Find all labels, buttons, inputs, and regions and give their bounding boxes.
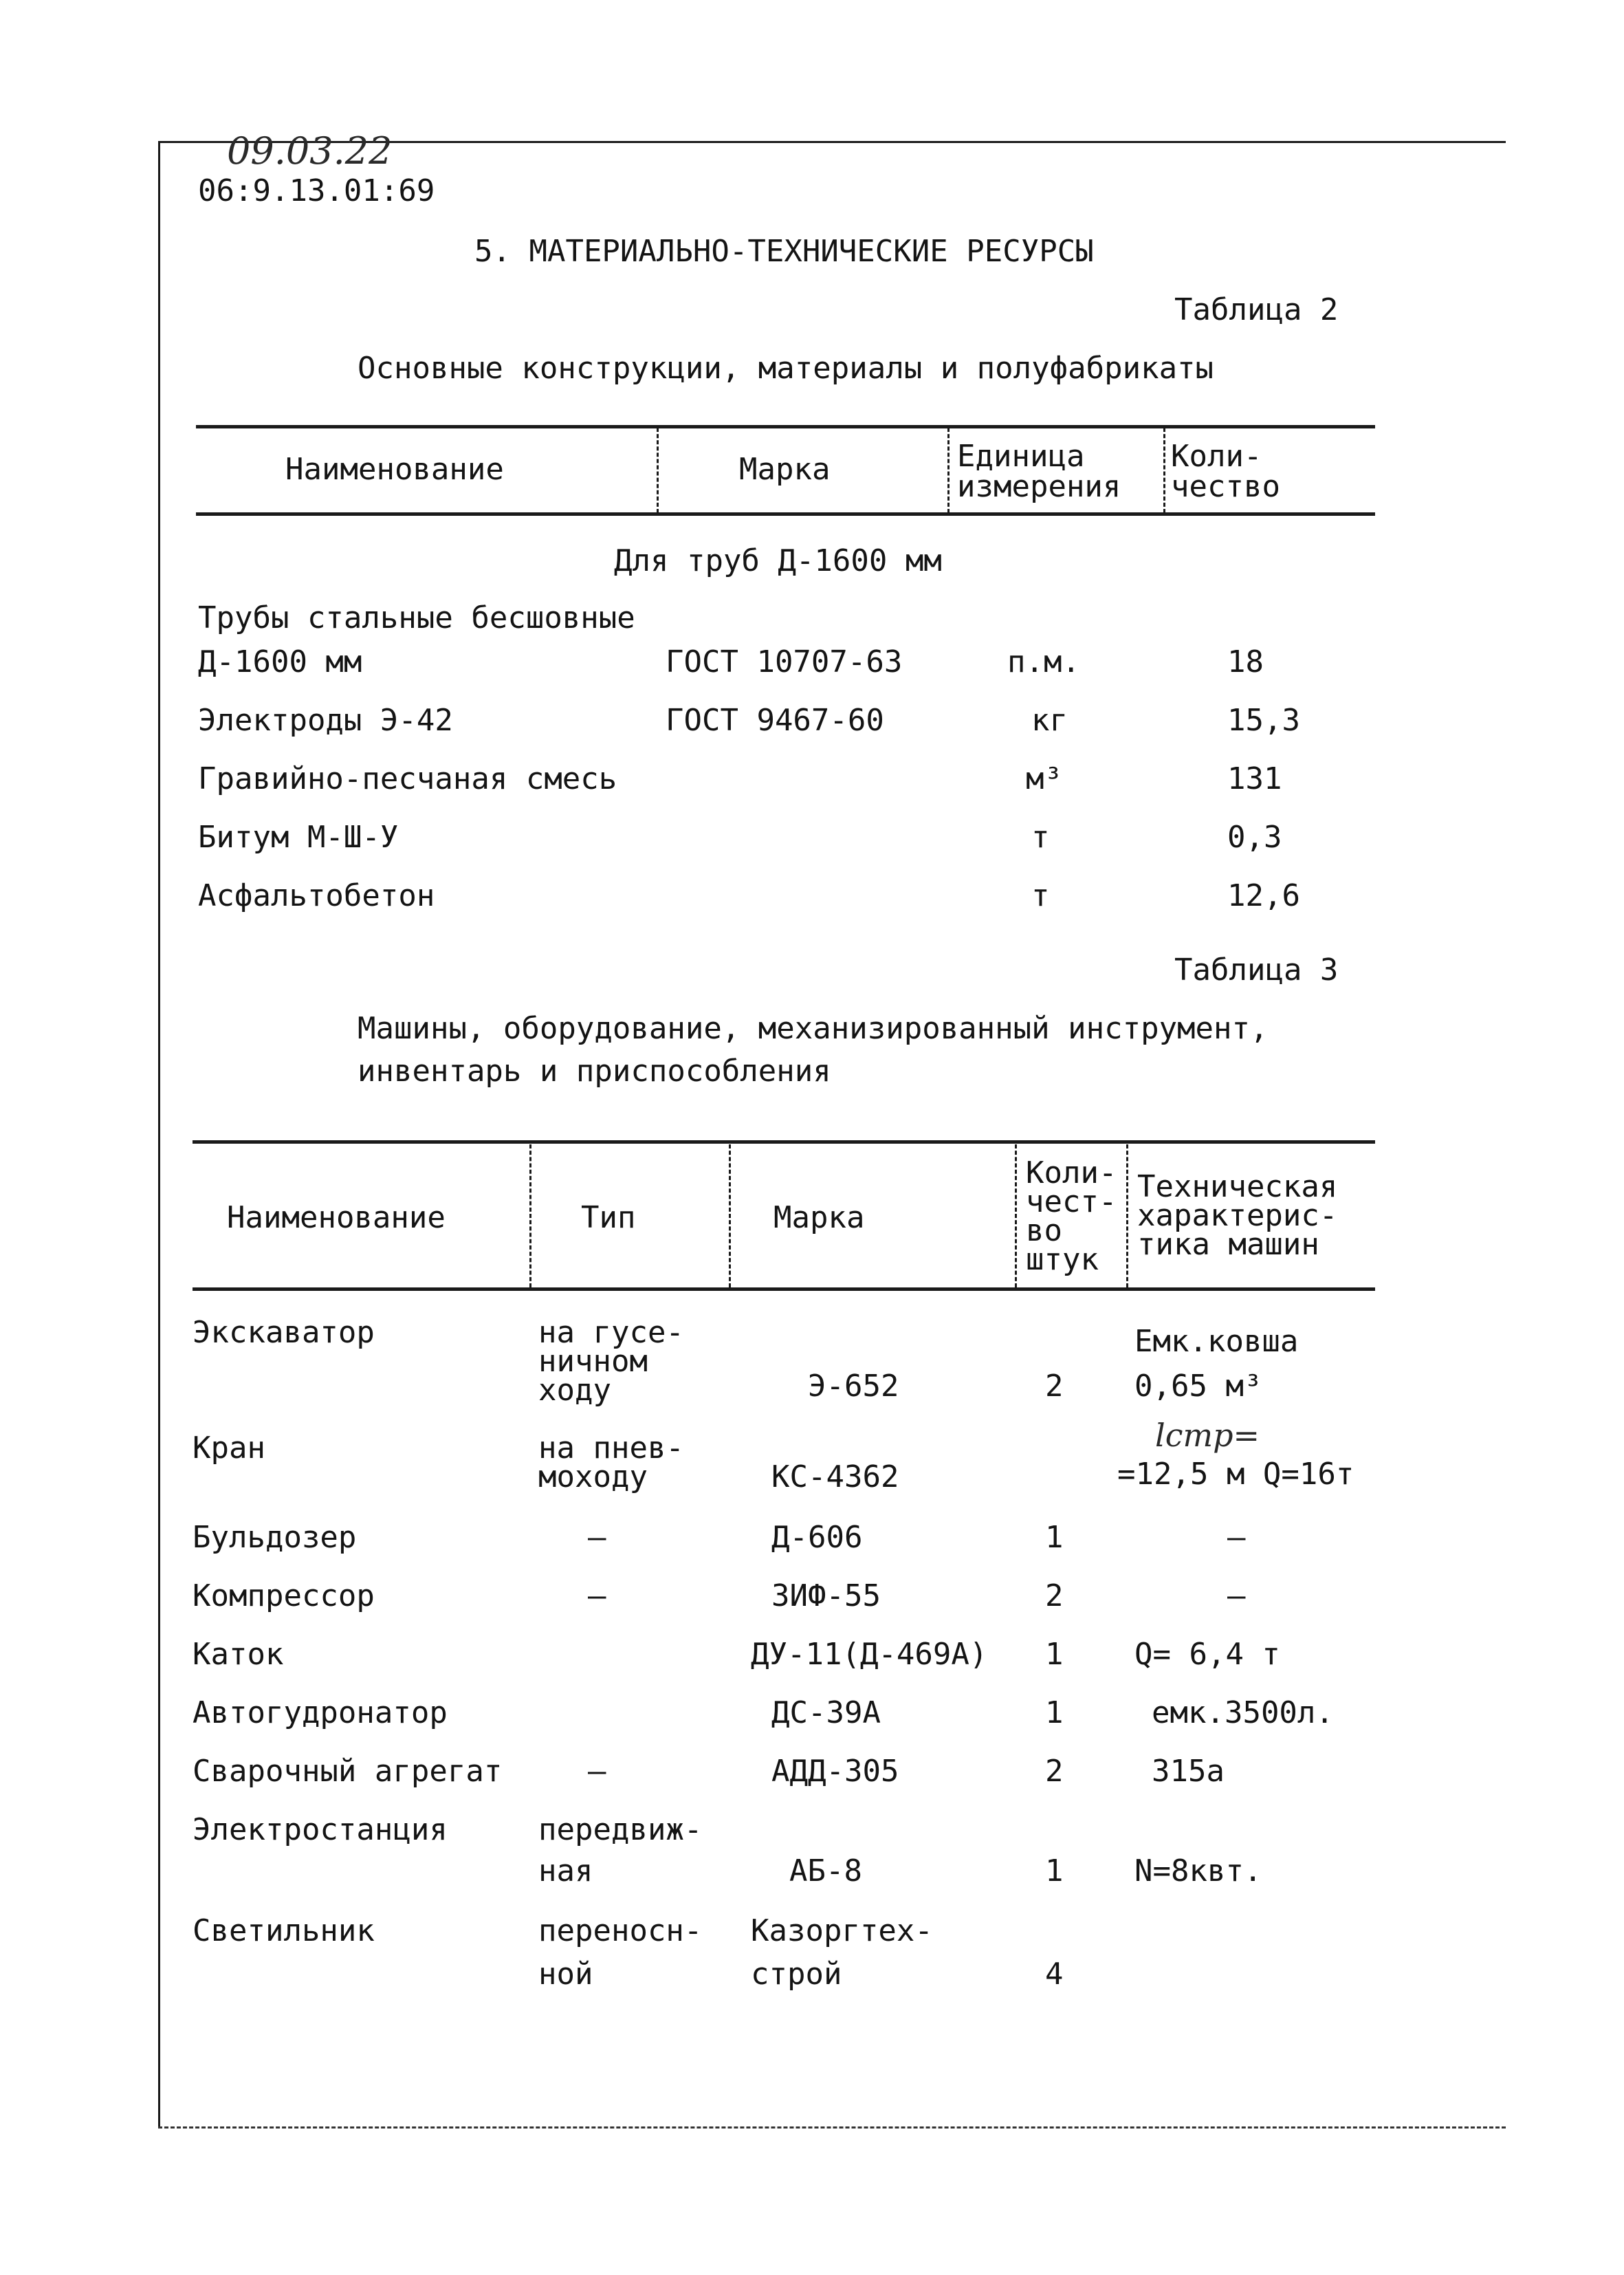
table3-row-mark: Казоргтех- [751, 1913, 933, 1948]
table3-row-type: ная [538, 1853, 593, 1888]
table2-row-qty: 18 [1227, 644, 1264, 679]
table3-row-type: ной [538, 1957, 593, 1992]
table2-row-name: Д-1600 мм [198, 644, 362, 679]
table3-row-mark: КС-4362 [771, 1459, 899, 1494]
section-title: 5. МАТЕРИАЛЬНО-ТЕХНИЧЕСКИЕ РЕСУРСЫ [474, 234, 1094, 269]
table3-row-type: переносн- [538, 1913, 703, 1948]
table3-row-mark: АДД-305 [771, 1754, 899, 1789]
table2-row-unit: т [1031, 878, 1050, 913]
table2-row-name: Асфальтобетон [198, 878, 435, 913]
document-code: 06:9.13.01:69 [198, 173, 435, 208]
table3-row-mark: ЗИФ-55 [771, 1578, 881, 1613]
table3-row-mark: Э-652 [808, 1369, 899, 1404]
table2-label: Таблица 2 [1174, 292, 1339, 327]
table2-title: Основные конструкции, материалы и полуфабрикаты [358, 351, 1214, 386]
table3-row-name: Сварочный агрегат [193, 1754, 503, 1789]
table2-row-qty: 131 [1227, 761, 1282, 796]
table2-col-divider [1163, 428, 1165, 513]
table3-row-qty: 1 [1045, 1853, 1064, 1888]
page-frame-bottom [158, 2126, 1506, 2130]
table2-top-rule [196, 425, 1375, 428]
table2-row-unit: м³ [1026, 761, 1062, 796]
table2-row-name: Битум М-Ш-У [198, 820, 399, 855]
table3-row-mark: Д-606 [771, 1520, 863, 1555]
table3-row-name: Компрессор [193, 1578, 375, 1613]
table3-header-name: Наименование [227, 1200, 446, 1235]
table3-row-qty: 2 [1045, 1754, 1064, 1789]
table2-col-divider [657, 428, 659, 513]
table3-row-tech: Емк.ковша [1134, 1324, 1299, 1359]
table3-row-type: ничном [538, 1344, 648, 1379]
table3-row-type: – [588, 1520, 606, 1555]
table3-col-divider [529, 1144, 531, 1287]
table3-row-qty: 1 [1045, 1695, 1064, 1730]
table3-row-name: Электростанция [193, 1812, 448, 1847]
table3-col-divider [1015, 1144, 1017, 1287]
table2-header-unit: измерения [957, 469, 1121, 504]
table3-row-qty: 1 [1045, 1520, 1064, 1555]
handwritten-code: 09.03.22 [227, 129, 393, 173]
table3-row-name: Автогудронатор [193, 1695, 448, 1730]
page-frame-left [158, 141, 160, 2129]
table2-row-unit: п.м. [1007, 644, 1080, 679]
table2-row-qty: 0,3 [1227, 820, 1282, 855]
table3-row-type: ходу [538, 1373, 611, 1408]
table3-row-name: Экскаватор [193, 1315, 375, 1350]
table3-row-mark: ДС-39А [771, 1695, 881, 1730]
table2-row-name: Гравийно-песчаная смесь [198, 761, 617, 796]
table3-row-tech: 315а [1152, 1754, 1225, 1789]
table2-col-divider [947, 428, 950, 513]
table3-row-tech: Q= 6,4 т [1134, 1637, 1280, 1672]
table3-row-type: – [588, 1578, 606, 1613]
table3-label: Таблица 3 [1174, 953, 1339, 988]
table3-row-mark: строй [751, 1957, 842, 1992]
table3-row-qty: 2 [1045, 1369, 1064, 1404]
table2-header-qty: Коли- [1171, 439, 1262, 474]
table3-row-tech: – [1227, 1520, 1246, 1555]
table2-group-title: Для труб Д-1600 мм [614, 543, 942, 578]
table2-row-qty: 15,3 [1227, 703, 1300, 738]
table2-row-qty: 12,6 [1227, 878, 1300, 913]
table3-header-mark: Марка [773, 1200, 865, 1235]
table3-header-qty: во [1026, 1213, 1062, 1248]
table3-row-tech-handwritten: lстр= [1155, 1417, 1260, 1454]
table3-header-qty: Коли- [1026, 1155, 1117, 1190]
table3-header-tech: Техническая [1137, 1169, 1338, 1204]
table3-header-rule [193, 1287, 1375, 1291]
table3-header-tech: характерис- [1137, 1198, 1338, 1233]
table3-row-qty: 2 [1045, 1578, 1064, 1613]
table2-header-name: Наименование [285, 452, 504, 487]
table3-row-type: моходу [538, 1459, 648, 1494]
table3-header-type: Тип [581, 1200, 636, 1235]
table2-header-qty: чество [1171, 469, 1280, 504]
table3-row-tech: =12,5 м Q=16т [1117, 1457, 1354, 1492]
table3-row-type: на гусе- [538, 1315, 684, 1350]
table2-row-name: Трубы стальные бесшовные [198, 600, 635, 635]
table3-row-mark: ДУ-11(Д-469А) [751, 1637, 988, 1672]
table3-header-qty: штук [1026, 1242, 1099, 1277]
table3-row-type: – [588, 1754, 606, 1789]
table2-row-unit: кг [1031, 703, 1068, 738]
table2-header-mark: Марка [739, 452, 831, 487]
table3-row-name: Кран [193, 1430, 265, 1466]
table3-row-name: Светильник [193, 1913, 375, 1948]
table3-row-tech: N=8квт. [1134, 1853, 1262, 1888]
table3-row-qty: 4 [1045, 1957, 1064, 1992]
table2-row-name: Электроды Э-42 [198, 703, 453, 738]
table2-row-unit: т [1031, 820, 1050, 855]
table3-row-tech: емк.3500л. [1152, 1695, 1334, 1730]
table3-title: инвентарь и приспособления [358, 1054, 831, 1089]
table3-row-qty: 1 [1045, 1637, 1064, 1672]
table3-header-tech: тика машин [1137, 1227, 1319, 1262]
table3-row-name: Бульдозер [193, 1520, 357, 1555]
table3-row-type: передвиж- [538, 1812, 703, 1847]
table3-title: Машины, оборудование, механизированный инструмент, [358, 1011, 1269, 1046]
table3-row-tech: 0,65 м³ [1134, 1369, 1262, 1404]
table2-header-unit: Единица [957, 439, 1085, 474]
table3-col-divider [1126, 1144, 1128, 1287]
table2-row-mark: ГОСТ 10707-63 [666, 644, 903, 679]
table3-row-mark: АБ-8 [789, 1853, 862, 1888]
table3-col-divider [729, 1144, 731, 1287]
table3-row-name: Каток [193, 1637, 284, 1672]
table2-header-rule [196, 512, 1375, 516]
table3-row-type: на пнев- [538, 1430, 684, 1466]
table3-header-qty: чест- [1026, 1184, 1117, 1219]
table2-row-mark: ГОСТ 9467-60 [666, 703, 884, 738]
table3-row-tech: – [1227, 1578, 1246, 1613]
table3-top-rule [193, 1140, 1375, 1144]
